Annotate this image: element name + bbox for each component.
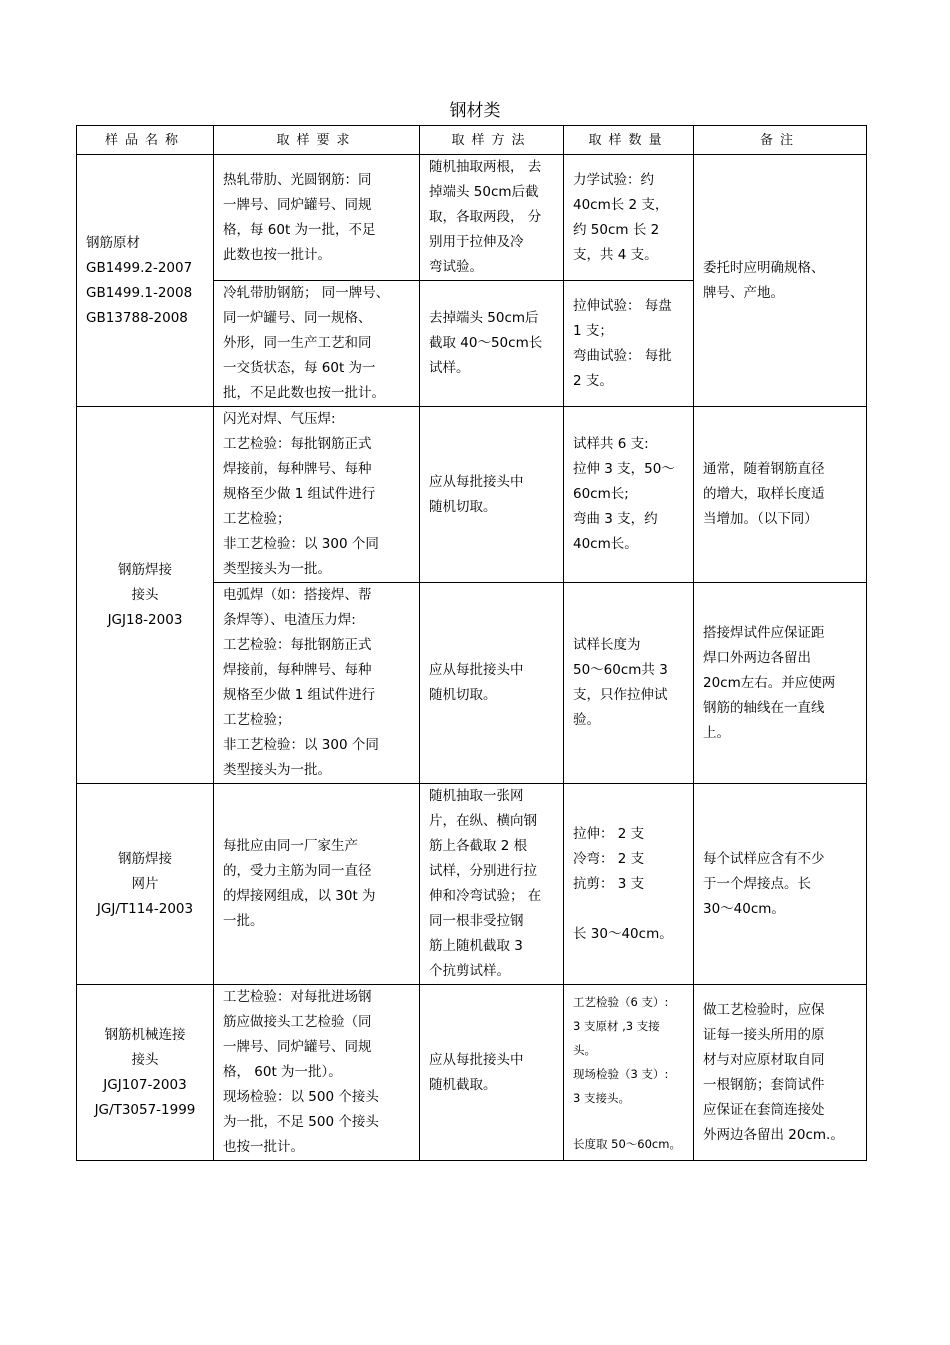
header-sample-name: 样品名称 [77, 126, 214, 155]
table-row [77, 407, 867, 583]
cell-requirement: 闪光对焊、气压焊: 工艺检验：每批钢筋正式 焊接前，每种牌号、每种 规格至少做 1 组试件进行 工艺检验； 非工艺检验：以 300 个同 类型接头为一批。 [214, 407, 420, 583]
cell-remark: 委托时应明确规格、 牌号、产地。 [694, 155, 867, 407]
steel-sampling-table [76, 125, 867, 1161]
cell-method: 随机抽取一张网 片，在纵、横向钢 筋上各截取 2 根 试样，分别进行拉 伸和冷弯试验； 在 同一根非受拉钢 筋上随机截取 3 个抗剪试样。 [420, 784, 564, 985]
cell-method: 随机抽取两根， 去 掉端头 50cm后截 取，各取两段， 分 别用于拉伸及冷 弯试验。 [420, 155, 564, 281]
cell-quantity: 拉伸试验： 每盘 1 支； 弯曲试验： 每批 2 支。 [564, 281, 694, 407]
cell-remark: 通常，随着钢筋直径 的增大，取样长度适 当增加。（以下同） [694, 407, 867, 583]
cell-name: 钢筋原材 GB1499.2-2007 GB1499.1-2008 GB13788-2008 [77, 155, 214, 407]
cell-remark: 做工艺检验时，应保 证每一接头所用的原 材与对应原材取自同 一根钢筋；套筒试件 应保证在套筒连接处 外两边各留出 20cm.。 [694, 985, 867, 1161]
cell-quantity: 工艺检验（6 支）: 3 支原材 ,3 支接 头。 现场检验（3 支）: 3 支接头。 长度取 50～60cm。 [564, 985, 694, 1161]
cell-name: 钢筋机械连接 接头 JGJ107-2003 JG/T3057-1999 [77, 985, 214, 1161]
cell-requirement: 每批应由同一厂家生产 的，受力主筋为同一直径 的焊接网组成，以 30t 为 一批。 [214, 784, 420, 985]
cell-requirement: 冷轧带肋钢筋； 同一牌号、 同一炉罐号、同一规格、 外形，同一生产工艺和同 一交货状态，每 60t 为一 批，不足此数也按一批计。 [214, 281, 420, 407]
header-remark: 备注 [694, 126, 867, 155]
cell-quantity: 试样长度为 50～60cm共 3 支，只作拉伸试 验。 [564, 583, 694, 784]
header-method: 取样方法 [420, 126, 564, 155]
header-requirement: 取样要求 [214, 126, 420, 155]
table-row [77, 784, 867, 985]
cell-requirement: 热轧带肋、光圆钢筋：同 一牌号、同炉罐号、同规 格，每 60t 为一批，不足 此数也按一批计。 [214, 155, 420, 281]
cell-method: 应从每批接头中 随机截取。 [420, 985, 564, 1161]
cell-method: 应从每批接头中 随机切取。 [420, 583, 564, 784]
cell-method: 去掉端头 50cm后 截取 40～50cm长 试样。 [420, 281, 564, 407]
cell-quantity: 力学试验：约 40cm长 2 支， 约 50cm 长 2 支，共 4 支。 [564, 155, 694, 281]
cell-remark: 搭接焊试件应保证距 焊口外两边各留出 20cm左右。并应使两 钢筋的轴线在一直线 上。 [694, 583, 867, 784]
cell-quantity: 试样共 6 支: 拉伸 3 支，50～ 60cm长; 弯曲 3 支，约 40cm长。 [564, 407, 694, 583]
header-quantity: 取样数量 [564, 126, 694, 155]
page-title: 钢材类 [449, 101, 501, 121]
cell-requirement: 电弧焊（如：搭接焊、帮 条焊等）、电渣压力焊: 工艺检验：每批钢筋正式 焊接前，每种牌号、每种 规格至少做 1 组试件进行 工艺检验； 非工艺检验：以 300 个同 类型接头为一批。 [214, 583, 420, 784]
table-row [77, 155, 867, 281]
header-row [77, 126, 867, 155]
cell-method: 应从每批接头中 随机切取。 [420, 407, 564, 583]
cell-remark: 每个试样应含有不少 于一个焊接点。长 30～40cm。 [694, 784, 867, 985]
cell-quantity: 拉伸： 2 支 冷弯： 2 支 抗剪： 3 支 长 30～40cm。 [564, 784, 694, 985]
cell-name: 钢筋焊接 网片 JGJ/T114-2003 [77, 784, 214, 985]
cell-requirement: 工艺检验：对每批进场钢 筋应做接头工艺检验（同 一牌号、同炉罐号、同规 格， 60t 为一批）。 现场检验：以 500 个接头 为一批，不足 500 个接头 也按一批计。 [214, 985, 420, 1161]
cell-name: 钢筋焊接 接头 JGJ18-2003 [77, 407, 214, 784]
table-row [77, 985, 867, 1161]
